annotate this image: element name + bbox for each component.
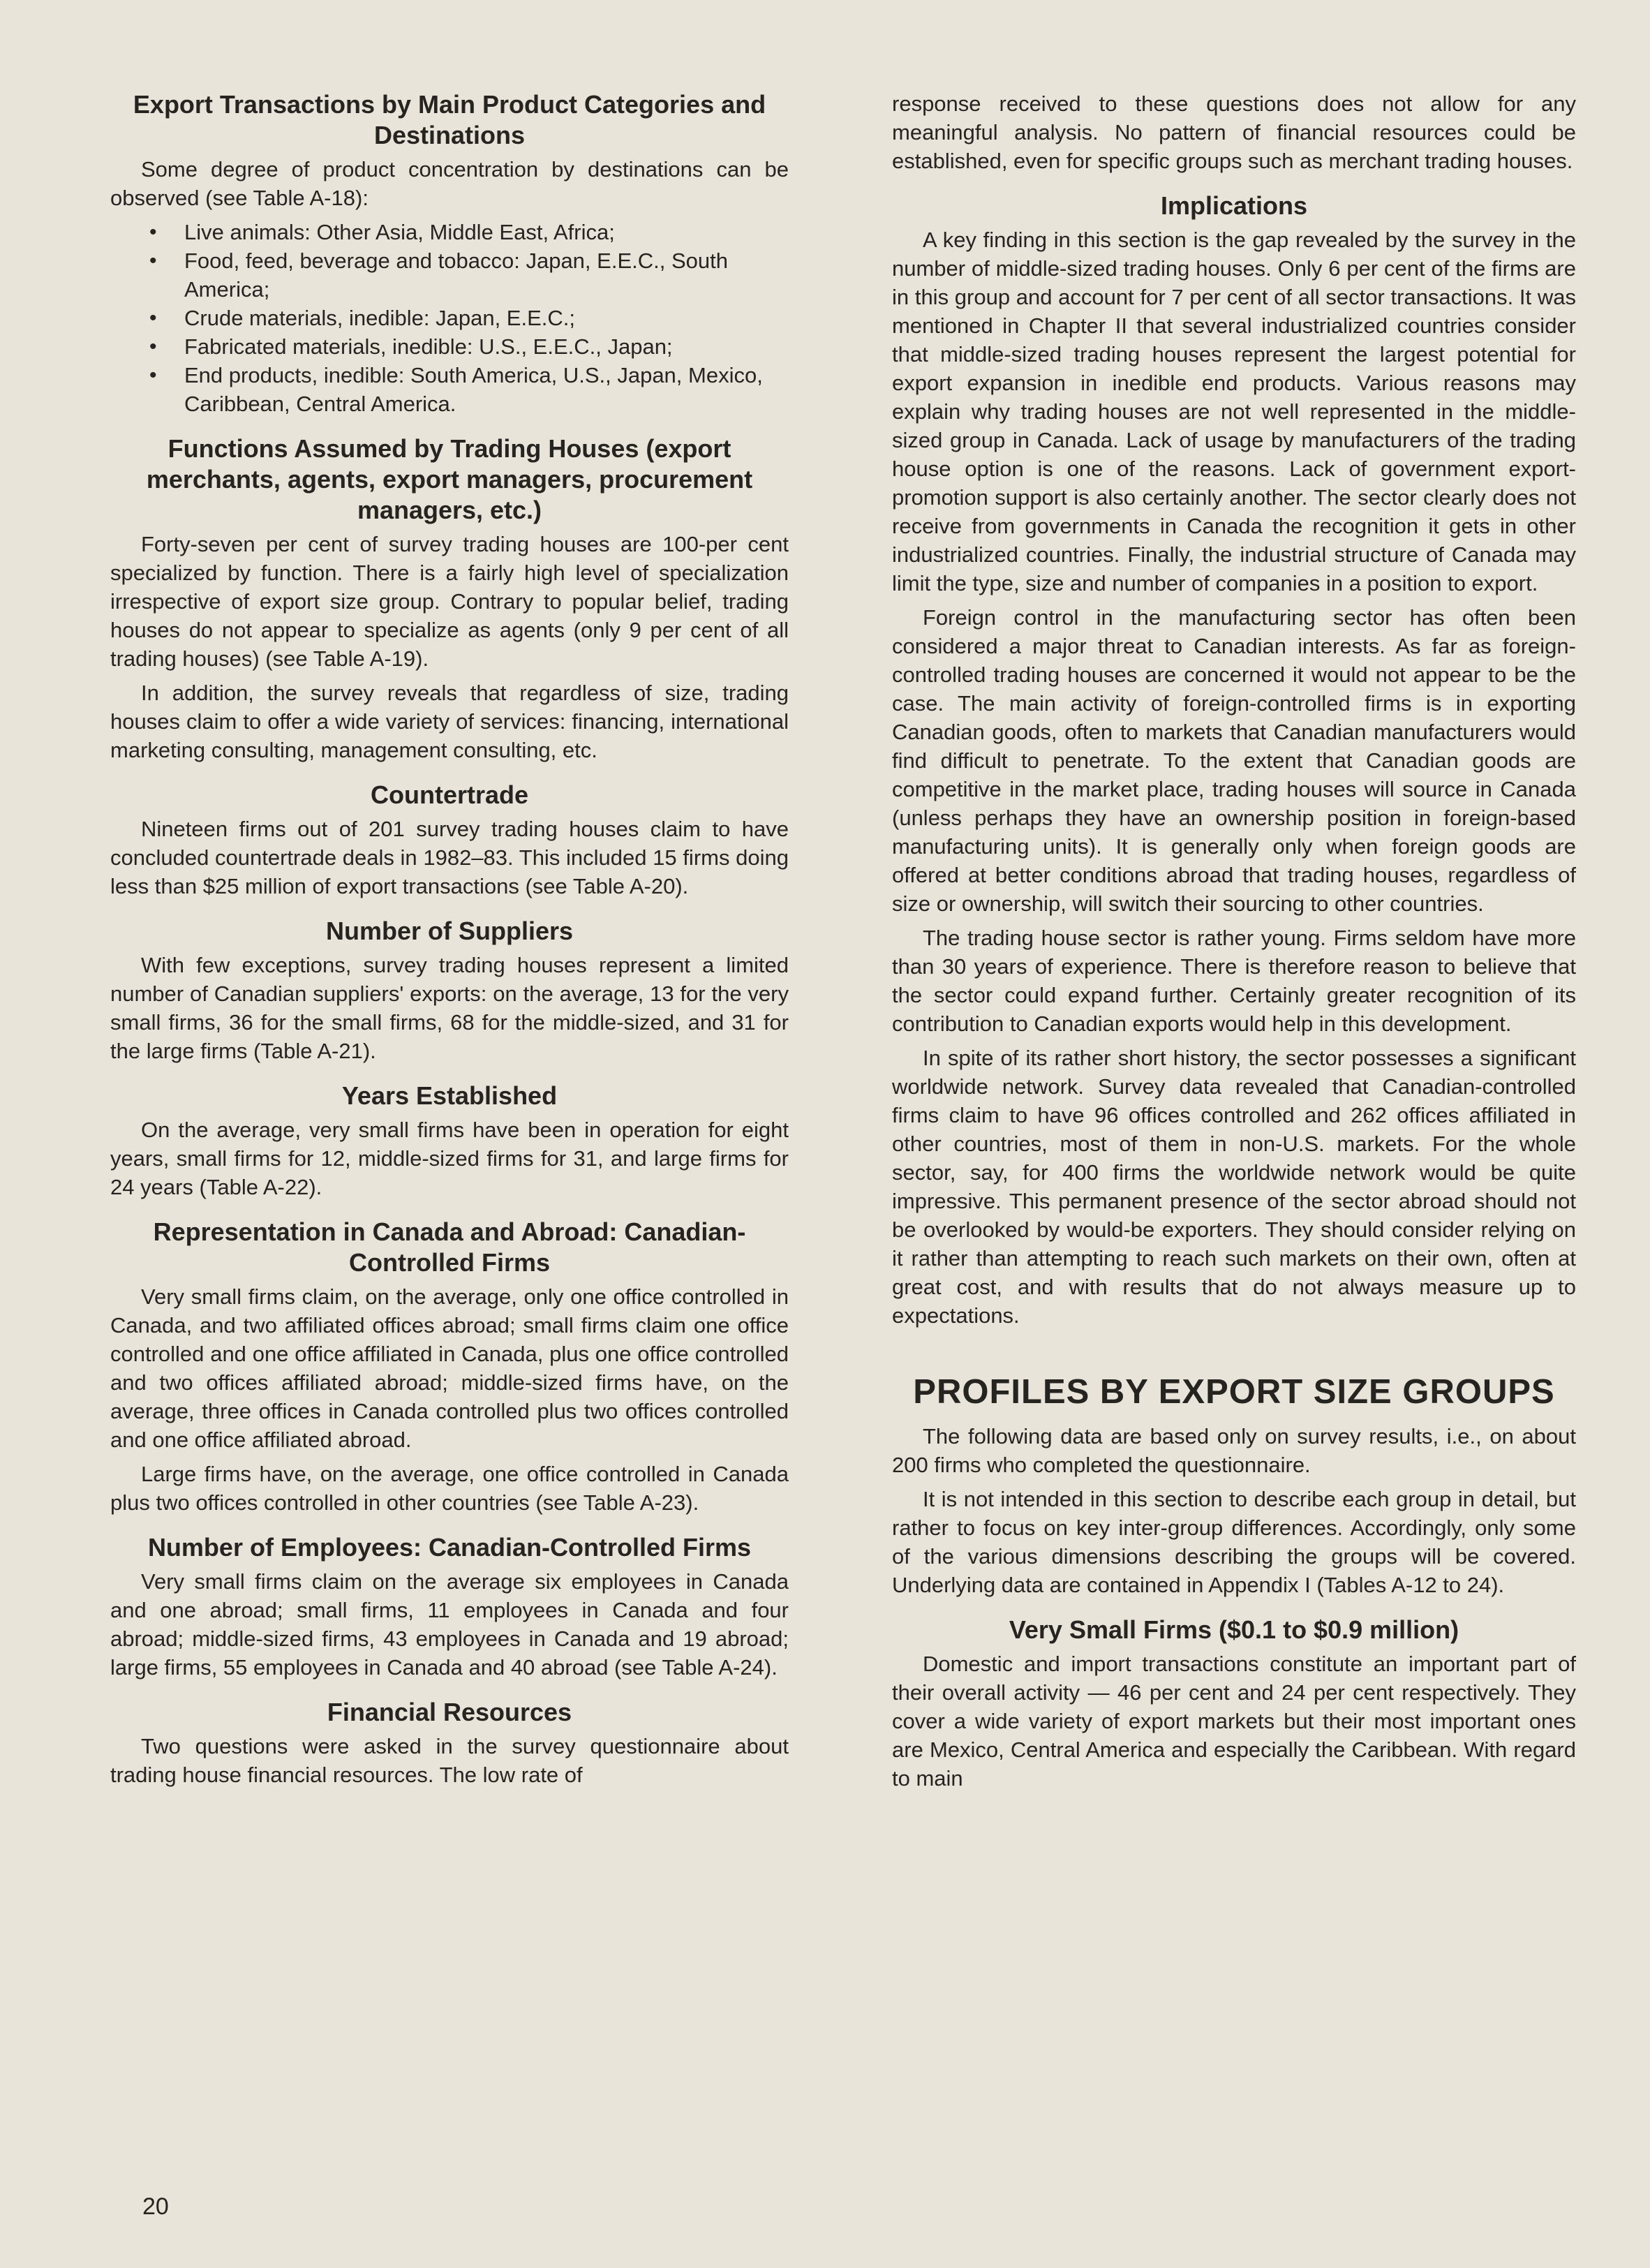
list-item: • Live animals: Other Asia, Middle East, Africa; — [184, 218, 789, 246]
paragraph: Very small firms claim on the average six employees in Canada and one abroad; small firms, 11 employees in Canada and four abroad; middle-sized firms, 43 employees in Canada and 19 abroad; large firms, 55 employees in Canada and 40 abroad (see Table A-24). — [110, 1569, 789, 1680]
paragraph: Some degree of product concentration by destinations can be observed (see Table A-18): — [110, 157, 789, 210]
paragraph: Very small firms claim, on the average, only one office controlled in Canada, and two affiliated offices abroad; small firms claim one office controlled and one office affiliated in Canada, plus one office controlled and two offices affiliated abroad; middle-sized firms have, on the average, three offices in Canada controlled plus two offices controlled and one office affiliated abroad. — [110, 1284, 789, 1452]
paragraph: Large firms have, on the average, one office controlled in Canada plus two offices controlled in other countries (see Table A-23). — [110, 1462, 789, 1515]
paragraph: It is not intended in this section to describe each group in detail, but rather to focus on key inter-group differences. Accordingly, only some of the various dimensions describing the groups will be covered. Underlying data are contained in Appendix I (Tables A-12 to 24). — [892, 1487, 1576, 1597]
paragraph: On the average, very small firms have been in operation for eight years, small firms for 12, middle-sized firms for 31, and large firms for 24 years (Table A-22). — [110, 1118, 789, 1199]
heading-years-established: Years Established — [341, 1081, 558, 1110]
page-number: 20 — [142, 2193, 169, 2220]
paragraph: response received to these questions does not allow for any meaningful analysis. No pattern of financial resources could be established, even for specific groups such as merchant trading houses. — [892, 91, 1576, 173]
paragraph: With few exceptions, survey trading houses represent a limited number of Canadian suppliers' exports: on the average, 13 for the very small firms, 36 for the small firms, 68 for the middle-sized, and 31 for the large firms (Table A-21). — [110, 953, 789, 1063]
heading-very-small-firms: Very Small Firms ($0.1 to $0.9 million) — [1009, 1615, 1459, 1644]
paragraph: Two questions were asked in the survey questionnaire about trading house financial resources. The low rate of — [110, 1734, 789, 1787]
heading-representation: Representation in Canada and Abroad: Canadian-Controlled Firms — [153, 1217, 746, 1277]
paragraph: The trading house sector is rather young. Firms seldom have more than 30 years of experience. There is therefore reason to believe that the sector could expand further. Certainly greater recognition of its contribution to Canadian exports would help in this development. — [892, 926, 1576, 1036]
paragraph: Forty-seven per cent of survey trading houses are 100-per cent specialized by function. There is a fairly high level of specialization irrespective of export size group. Contrary to popular belief, trading houses do not appear to specialize as agents (only 9 per cent of all trading houses) (see Table A-19). — [110, 532, 789, 671]
paragraph: In addition, the survey reveals that regardless of size, trading houses claim to offer a wide variety of services: financing, international marketing consulting, management consulting, etc. — [110, 681, 789, 762]
heading-implications: Implications — [1160, 191, 1308, 220]
heading-number-of-employees: Number of Employees: Canadian-Controlled Firms — [147, 1533, 752, 1562]
section-title-profiles: PROFILES BY EXPORT SIZE GROUPS — [913, 1373, 1555, 1411]
list-item: • Food, feed, beverage and tobacco: Japan, E.E.C., South America; — [184, 246, 789, 304]
destination-list — [110, 218, 789, 418]
paragraph: Nineteen firms out of 201 survey trading houses claim to have concluded countertrade deals in 1982–83. This included 15 firms doing less than $25 million of export transactions (see Table A-20). — [110, 817, 789, 898]
heading-functions: Functions Assumed by Trading Houses (export merchants, agents, export managers, procurement managers, etc.) — [146, 434, 753, 524]
heading-countertrade: Countertrade — [370, 780, 529, 809]
list-item: • End products, inedible: South America, U.S., Japan, Mexico, Caribbean, Central America. — [184, 361, 789, 418]
paragraph: In spite of its rather short history, the sector possesses a significant worldwide network. Survey data revealed that Canadian-controlled firms claim to have 96 offices controlled and 262 offices affiliated in other countries, most of them in non-U.S. markets. For the whole sector, say, for 400 firms the worldwide network would be quite impressive. This permanent presence of the sector abroad should not be overlooked by would-be exporters. They should consider relying on it rather than attempting to reach such markets on their own, often at great cost, and with results that do not always measure up to expectations. — [892, 1046, 1576, 1328]
heading-financial-resources: Financial Resources — [327, 1698, 572, 1726]
paragraph: Foreign control in the manufacturing sector has often been considered a major threat to Canadian interests. As far as foreign-controlled trading houses are concerned it would not appear to be the case. The main activity of foreign-controlled firms is in exporting Canadian goods, often to markets that Canadian manufacturers would find difficult to penetrate. To the extent that Canadian goods are competitive in the market place, trading houses will source in Canada (unless perhaps they have an ownership position in foreign-based manufacturing units). It is generally only when foreign goods are offered at better conditions abroad that trading houses, regardless of size or ownership, will switch their sourcing to other countries. — [892, 605, 1576, 916]
heading-export-transactions: Export Transactions by Main Product Categories and Destinations — [133, 90, 766, 149]
list-item: • Fabricated materials, inedible: U.S., E.E.C., Japan; — [184, 332, 789, 361]
paragraph: Domestic and import transactions constitute an important part of their overall activity — 46 per cent and 24 per cent respectively. They cover a wide variety of export markets but their most important ones are Mexico, Central America and especially the Caribbean. With regard to main — [892, 1652, 1576, 1791]
paragraph: The following data are based only on survey results, i.e., on about 200 firms who completed the questionnaire. — [892, 1424, 1576, 1477]
left-column — [110, 89, 789, 1795]
list-item: • Crude materials, inedible: Japan, E.E.C.; — [184, 304, 789, 332]
right-column — [892, 89, 1576, 1798]
heading-number-of-suppliers: Number of Suppliers — [325, 917, 574, 945]
paragraph: A key finding in this section is the gap revealed by the survey in the number of middle-sized trading houses. Only 6 per cent of the firms are in this group and account for 7 per cent of all sector transactions. It was mentioned in Chapter II that several industrialized countries consider that middle-sized trading houses represent the largest potential for export expansion in inedible end products. Various reasons may explain why trading houses are not well represented in the middle-sized group in Canada. Lack of usage by manufacturers of the trading house option is one of the reasons. Lack of government export-promotion support is also certainly another. The sector clearly does not receive from governments in Canada the recognition it gets in other industrialized countries. Finally, the industrial structure of Canada may limit the type, size and number of companies in a position to export. — [892, 228, 1576, 595]
